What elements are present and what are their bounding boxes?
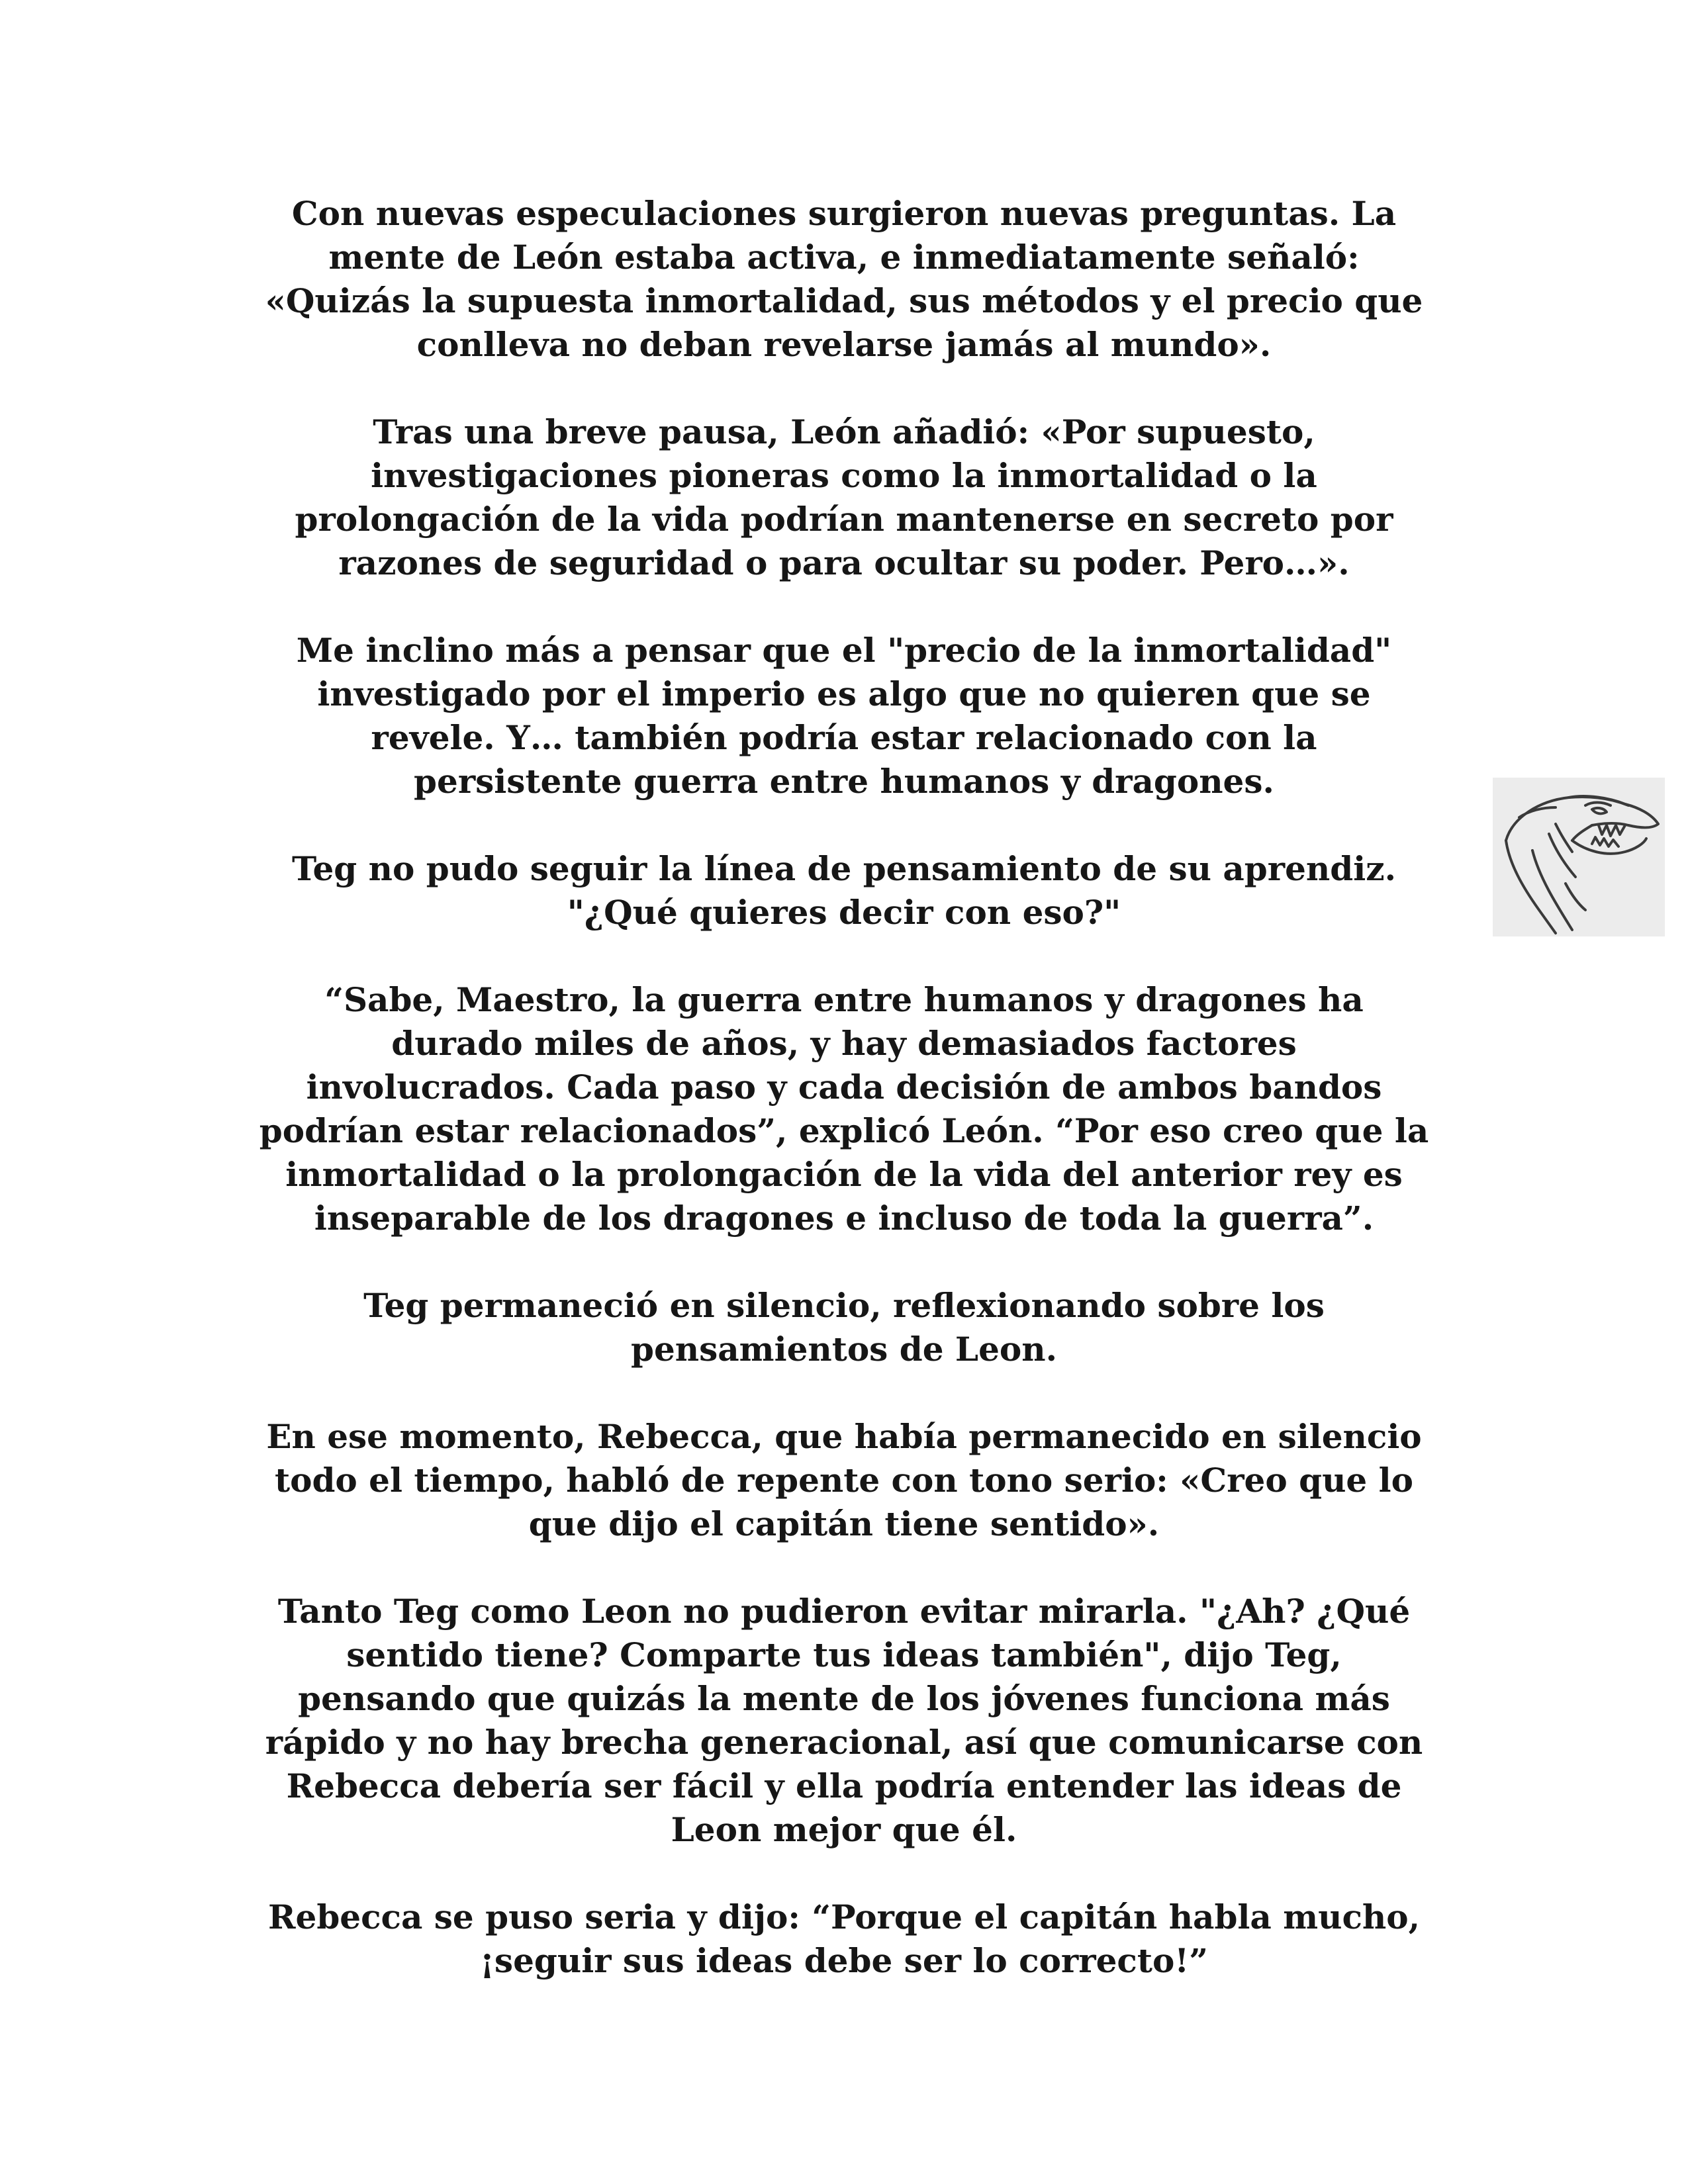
dragon-head-sketch-icon (1493, 778, 1665, 936)
paragraph-5: “Sabe, Maestro, la guerra entre humanos y dragones ha durado miles de años, y hay demasiados factores involucrados. Cada paso y cada decisión de ambos bandos podrían estar relacionados”, explicó León. “Por eso creo que la inmortalidad o la prolongación de la vida del anterior rey es inseparable de los dragones e incluso de toda la guerra”. (259, 980, 1429, 1238)
paragraph-7: En ese momento, Rebecca, que había permanecido en silencio todo el tiempo, habló de repente con tono serio: «Creo que lo que dijo el capitán tiene sentido». (266, 1417, 1422, 1543)
paragraph-3: Me inclino más a pensar que el "precio de la inmortalidad" investigado por el imperio es algo que no quieren que se revele. Y… también podría estar relacionado con la persistente guerra entre humanos y dragones. (296, 631, 1392, 801)
paragraph-6: Teg permaneció en silencio, reflexionando sobre los pensamientos de Leon. (363, 1286, 1325, 1369)
paragraph-9: Rebecca se puso seria y dijo: “Porque el capitán habla mucho, ¡seguir sus ideas debe ser lo correcto!” (267, 1897, 1421, 1980)
text-column (218, 192, 1470, 2026)
paragraph-4: Teg no pudo seguir la línea de pensamiento de su aprendiz. "¿Qué quieres decir con eso?" (291, 849, 1397, 932)
paragraph-8: Tanto Teg como Leon no pudieron evitar mirarla. "¿Ah? ¿Qué sentido tiene? Comparte tus ideas también", dijo Teg, pensando que quizás la mente de los jóvenes funciona más rápido y no hay brecha generacional, así que comunicarse con Rebecca debería ser fácil y ella podría entender las ideas de Leon mejor que él. (265, 1592, 1423, 1849)
paragraph-2: Tras una breve pausa, León añadió: «Por supuesto, investigaciones pioneras como la inmortalidad o la prolongación de la vida podrían mantenerse en secreto por razones de seguridad o para ocultar su poder. Pero…». (295, 412, 1393, 582)
paragraph-1: Con nuevas especulaciones surgieron nuevas preguntas. La mente de León estaba activa, e inmediatamente señaló: «Quizás la supuesta inmortalidad, sus métodos y el precio que conlleva no deban revelarse jamás al mundo». (265, 194, 1423, 364)
